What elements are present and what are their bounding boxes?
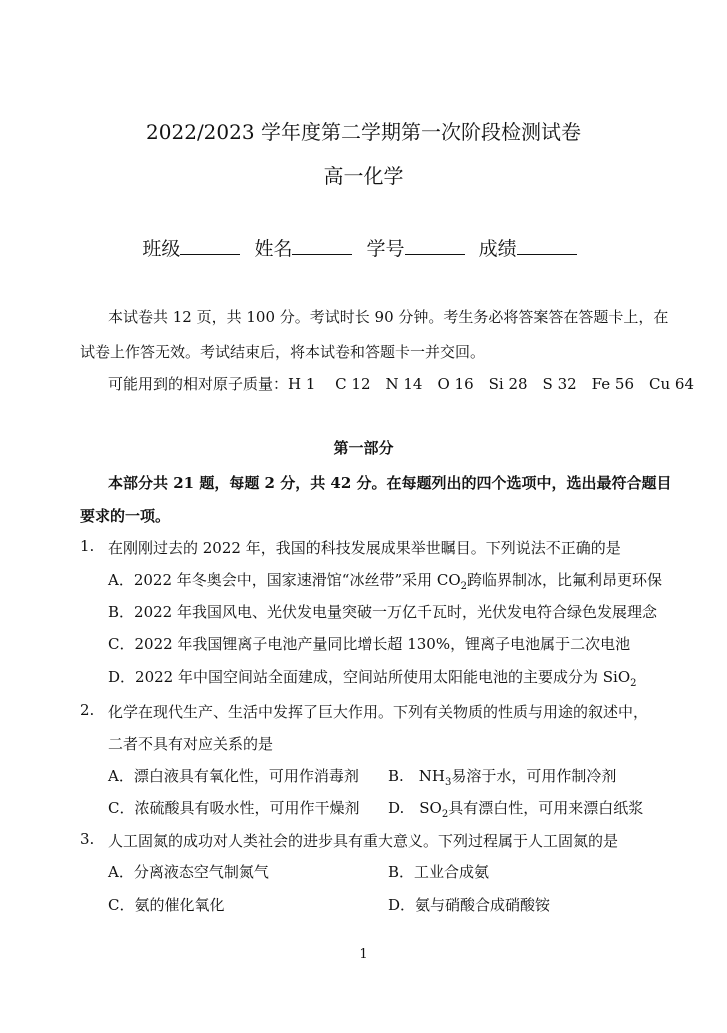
option-d: D．氨与硝酸合成硝酸铵 (388, 896, 551, 914)
part1-desc-line2: 要求的一项。 (80, 507, 171, 525)
option-text: 易溶于水，可用作制冷剂 (451, 767, 617, 785)
option-a (108, 569, 662, 592)
part1-heading: 第一部分 (333, 439, 394, 457)
part1-desc-line1: 本部分共 21 题，每题 2 分，共 42 分。在每题列出的四个选项中，选出最符合题目 (108, 474, 672, 492)
option-c: C．浓硫酸具有吸水性，可用作干燥剂 (108, 799, 360, 817)
name-blank (292, 236, 352, 255)
subscript: 2 (460, 581, 468, 592)
atomic-masses: 可能用到的相对原子质量：H 1 C 12 N 14 O 16 Si 28 S 32 Fe 56 Cu 64 (108, 375, 694, 393)
option-c: C．2022 年我国锂离子电池产量同比增长超 130%，锂离子电池属于二次电池 (108, 635, 631, 653)
option-b: B．工业合成氨 (388, 863, 490, 881)
score-label: 成绩 (478, 238, 517, 260)
id-label: 学号 (366, 238, 405, 260)
question-stem-line1: 化学在现代生产、生活中发挥了巨大作用。下列有关物质的性质与用途的叙述中， (108, 703, 649, 721)
subscript: 2 (441, 809, 449, 820)
page-number: 1 (359, 947, 368, 962)
instructions-line1: 本试卷共 12 页，共 100 分。考试时长 90 分钟。考生务必将答案答在答题卡上，在 (108, 308, 669, 326)
class-blank (180, 236, 240, 255)
option-b (388, 765, 616, 788)
option-b: B．2022 年我国风电、光伏发电量突破一万亿千瓦时，光伏发电符合绿色发展理念 (108, 603, 657, 621)
name-label: 姓名 (254, 238, 293, 260)
subscript: 3 (445, 777, 452, 788)
exam-title: 2022/2023 学年度第二学期第一次阶段检测试卷 (146, 120, 581, 144)
question-stem: 人工固氮的成功对人类社会的进步具有重大意义。下列过程属于人工固氮的是 (108, 832, 619, 850)
instructions-line2: 试卷上作答无效。考试结束后，将本试卷和答题卡一并交回。 (80, 343, 486, 361)
exam-subtitle: 高一化学 (323, 164, 404, 188)
class-label: 班级 (142, 238, 181, 260)
subscript: 2 (630, 678, 637, 689)
score-blank (517, 236, 577, 255)
question-number: 3. (80, 830, 95, 848)
option-text: D. SO (388, 799, 442, 817)
option-d (388, 797, 643, 820)
student-info-row (0, 234, 727, 261)
question-stem-line2: 二者不具有对应关系的是 (108, 735, 274, 753)
option-text: B. NH (388, 767, 445, 785)
option-text: 跨临界制冰，比氟利昂更环保 (467, 571, 663, 589)
option-a: A．漂白液具有氧化性，可用作消毒剂 (108, 767, 359, 785)
option-text: 具有漂白性，可用来漂白纸浆 (448, 799, 644, 817)
question-stem: 在刚刚过去的 2022 年，我国的科技发展成果举世瞩目。下列说法不正确的是 (108, 539, 621, 557)
option-a: A．分离液态空气制氮气 (108, 863, 269, 881)
option-text: A．2022 年冬奥会中，国家速滑馆“冰丝带”采用 CO (108, 571, 461, 589)
option-d (108, 666, 637, 689)
question-number: 2. (80, 701, 95, 719)
option-text: D．2022 年中国空间站全面建成，空间站所使用太阳能电池的主要成分为 SiO (108, 668, 631, 686)
question-number: 1. (80, 537, 95, 555)
option-c: C．氨的催化氧化 (108, 896, 225, 914)
id-blank (405, 236, 465, 255)
